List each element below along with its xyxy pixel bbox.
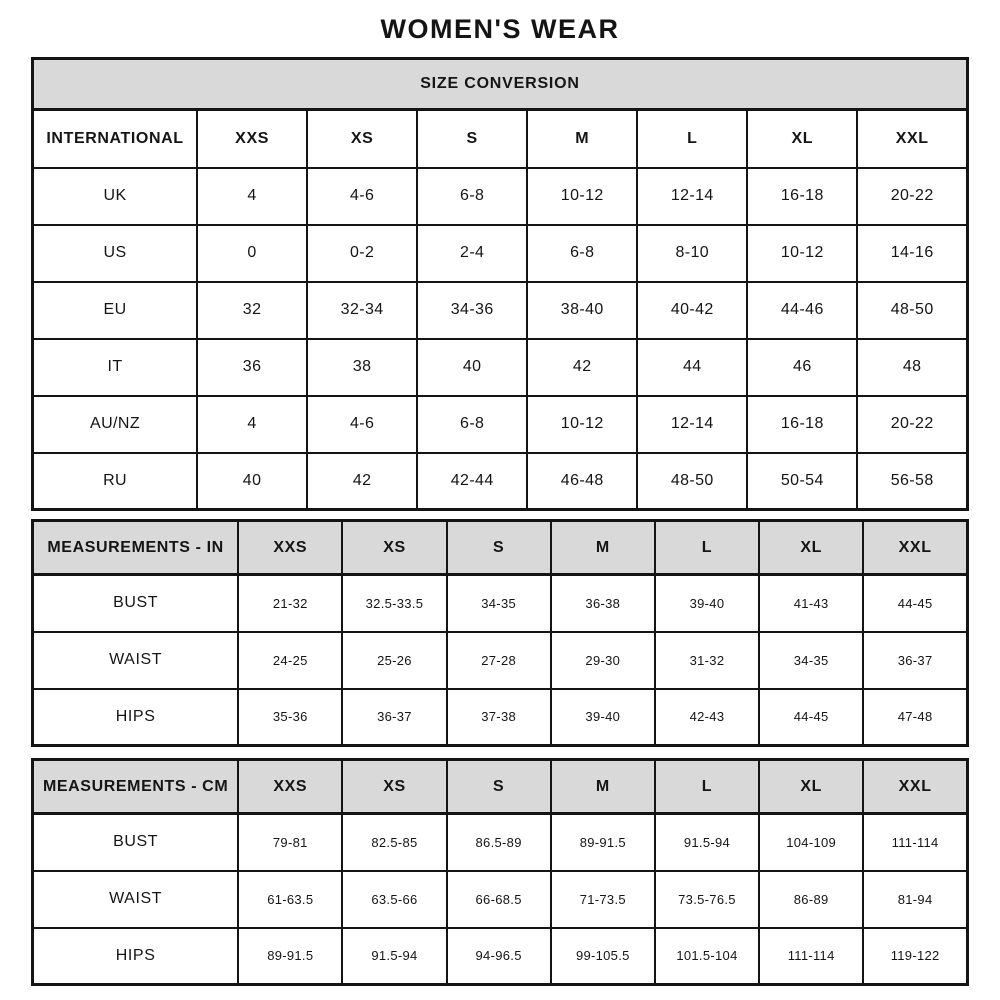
value-cell: 34-35 <box>759 632 863 689</box>
value-cell: 79-81 <box>238 814 342 871</box>
value-cell: 4 <box>197 396 307 453</box>
value-cell: 40 <box>417 339 527 396</box>
row-label: BUST <box>33 575 239 632</box>
value-cell: 46 <box>747 339 857 396</box>
value-cell: 14-16 <box>857 225 967 282</box>
size-column-header: XXL <box>863 521 967 575</box>
value-cell: 6-8 <box>417 396 527 453</box>
size-column-header: XXL <box>863 760 967 814</box>
table-caption: SIZE CONVERSION <box>33 59 968 110</box>
table-header-row <box>33 110 968 168</box>
value-cell: 81-94 <box>863 871 967 928</box>
row-label: BUST <box>33 814 239 871</box>
value-cell: 4 <box>197 168 307 225</box>
value-cell: 94-96.5 <box>447 928 551 985</box>
value-cell: 119-122 <box>863 928 967 985</box>
value-cell: 111-114 <box>759 928 863 985</box>
value-cell: 2-4 <box>417 225 527 282</box>
table-row <box>33 453 968 510</box>
value-cell: 44-46 <box>747 282 857 339</box>
row-label: UK <box>33 168 198 225</box>
size-column-header: L <box>655 760 759 814</box>
size-column-header: M <box>551 760 655 814</box>
table-row <box>33 282 968 339</box>
table-body <box>33 814 968 985</box>
value-cell: 32 <box>197 282 307 339</box>
value-cell: 10-12 <box>527 396 637 453</box>
value-cell: 20-22 <box>857 168 967 225</box>
value-cell: 0 <box>197 225 307 282</box>
value-cell: 32-34 <box>307 282 417 339</box>
row-label: HIPS <box>33 928 239 985</box>
value-cell: 16-18 <box>747 168 857 225</box>
value-cell: 42 <box>307 453 417 510</box>
value-cell: 91.5-94 <box>655 814 759 871</box>
size-conversion-table <box>31 57 969 511</box>
table-header-label: MEASUREMENTS - CM <box>33 760 239 814</box>
table-header-row <box>33 760 968 814</box>
value-cell: 34-36 <box>417 282 527 339</box>
value-cell: 42-44 <box>417 453 527 510</box>
row-label: WAIST <box>33 632 239 689</box>
size-column-header: S <box>447 521 551 575</box>
value-cell: 12-14 <box>637 396 747 453</box>
value-cell: 111-114 <box>863 814 967 871</box>
size-column-header: XL <box>747 110 857 168</box>
table-row <box>33 168 968 225</box>
value-cell: 39-40 <box>655 575 759 632</box>
value-cell: 25-26 <box>342 632 446 689</box>
value-cell: 50-54 <box>747 453 857 510</box>
value-cell: 99-105.5 <box>551 928 655 985</box>
table-row <box>33 575 968 632</box>
value-cell: 73.5-76.5 <box>655 871 759 928</box>
value-cell: 36-38 <box>551 575 655 632</box>
size-column-header: XL <box>759 760 863 814</box>
value-cell: 36-37 <box>863 632 967 689</box>
row-label: US <box>33 225 198 282</box>
value-cell: 37-38 <box>447 689 551 746</box>
value-cell: 12-14 <box>637 168 747 225</box>
measurements-cm-table <box>31 758 969 986</box>
value-cell: 36-37 <box>342 689 446 746</box>
table-row <box>33 871 968 928</box>
value-cell: 8-10 <box>637 225 747 282</box>
value-cell: 31-32 <box>655 632 759 689</box>
size-column-header: XXS <box>238 521 342 575</box>
value-cell: 48-50 <box>857 282 967 339</box>
value-cell: 44 <box>637 339 747 396</box>
value-cell: 4-6 <box>307 168 417 225</box>
size-column-header: XXS <box>197 110 307 168</box>
value-cell: 27-28 <box>447 632 551 689</box>
value-cell: 0-2 <box>307 225 417 282</box>
value-cell: 32.5-33.5 <box>342 575 446 632</box>
size-column-header: XS <box>342 521 446 575</box>
table-row <box>33 339 968 396</box>
size-column-header: XS <box>342 760 446 814</box>
table-row <box>33 814 968 871</box>
size-column-header: M <box>551 521 655 575</box>
row-label: IT <box>33 339 198 396</box>
value-cell: 44-45 <box>759 689 863 746</box>
table-body <box>33 575 968 746</box>
value-cell: 38-40 <box>527 282 637 339</box>
value-cell: 56-58 <box>857 453 967 510</box>
value-cell: 40-42 <box>637 282 747 339</box>
size-column-header: XXL <box>857 110 967 168</box>
size-column-header: XXS <box>238 760 342 814</box>
value-cell: 44-45 <box>863 575 967 632</box>
value-cell: 61-63.5 <box>238 871 342 928</box>
page-title: WOMEN'S WEAR <box>380 14 620 44</box>
table-row <box>33 632 968 689</box>
value-cell: 29-30 <box>551 632 655 689</box>
value-cell: 38 <box>307 339 417 396</box>
value-cell: 35-36 <box>238 689 342 746</box>
value-cell: 46-48 <box>527 453 637 510</box>
value-cell: 34-35 <box>447 575 551 632</box>
table-caption-row <box>33 59 968 110</box>
value-cell: 48 <box>857 339 967 396</box>
row-label: EU <box>33 282 198 339</box>
value-cell: 21-32 <box>238 575 342 632</box>
table-header-row <box>33 521 968 575</box>
table-row <box>33 396 968 453</box>
value-cell: 40 <box>197 453 307 510</box>
row-label: WAIST <box>33 871 239 928</box>
value-cell: 42 <box>527 339 637 396</box>
row-label: HIPS <box>33 689 239 746</box>
value-cell: 36 <box>197 339 307 396</box>
value-cell: 10-12 <box>747 225 857 282</box>
value-cell: 89-91.5 <box>551 814 655 871</box>
size-column-header: XS <box>307 110 417 168</box>
table-row <box>33 928 968 985</box>
size-column-header: L <box>637 110 747 168</box>
table-row <box>33 689 968 746</box>
value-cell: 71-73.5 <box>551 871 655 928</box>
value-cell: 10-12 <box>527 168 637 225</box>
value-cell: 24-25 <box>238 632 342 689</box>
row-label: RU <box>33 453 198 510</box>
value-cell: 41-43 <box>759 575 863 632</box>
value-cell: 86-89 <box>759 871 863 928</box>
row-label: AU/NZ <box>33 396 198 453</box>
size-column-header: S <box>417 110 527 168</box>
value-cell: 104-109 <box>759 814 863 871</box>
value-cell: 86.5-89 <box>447 814 551 871</box>
value-cell: 48-50 <box>637 453 747 510</box>
size-column-header: M <box>527 110 637 168</box>
value-cell: 20-22 <box>857 396 967 453</box>
value-cell: 82.5-85 <box>342 814 446 871</box>
value-cell: 16-18 <box>747 396 857 453</box>
value-cell: 4-6 <box>307 396 417 453</box>
value-cell: 91.5-94 <box>342 928 446 985</box>
table-body <box>33 168 968 510</box>
value-cell: 6-8 <box>527 225 637 282</box>
table-row <box>33 225 968 282</box>
value-cell: 47-48 <box>863 689 967 746</box>
size-column-header: XL <box>759 521 863 575</box>
value-cell: 63.5-66 <box>342 871 446 928</box>
measurements-in-table <box>31 519 969 747</box>
size-column-header: S <box>447 760 551 814</box>
size-column-header: L <box>655 521 759 575</box>
value-cell: 66-68.5 <box>447 871 551 928</box>
table-header-label: INTERNATIONAL <box>33 110 198 168</box>
value-cell: 89-91.5 <box>238 928 342 985</box>
value-cell: 101.5-104 <box>655 928 759 985</box>
value-cell: 42-43 <box>655 689 759 746</box>
table-header-label: MEASUREMENTS - IN <box>33 521 239 575</box>
value-cell: 6-8 <box>417 168 527 225</box>
value-cell: 39-40 <box>551 689 655 746</box>
